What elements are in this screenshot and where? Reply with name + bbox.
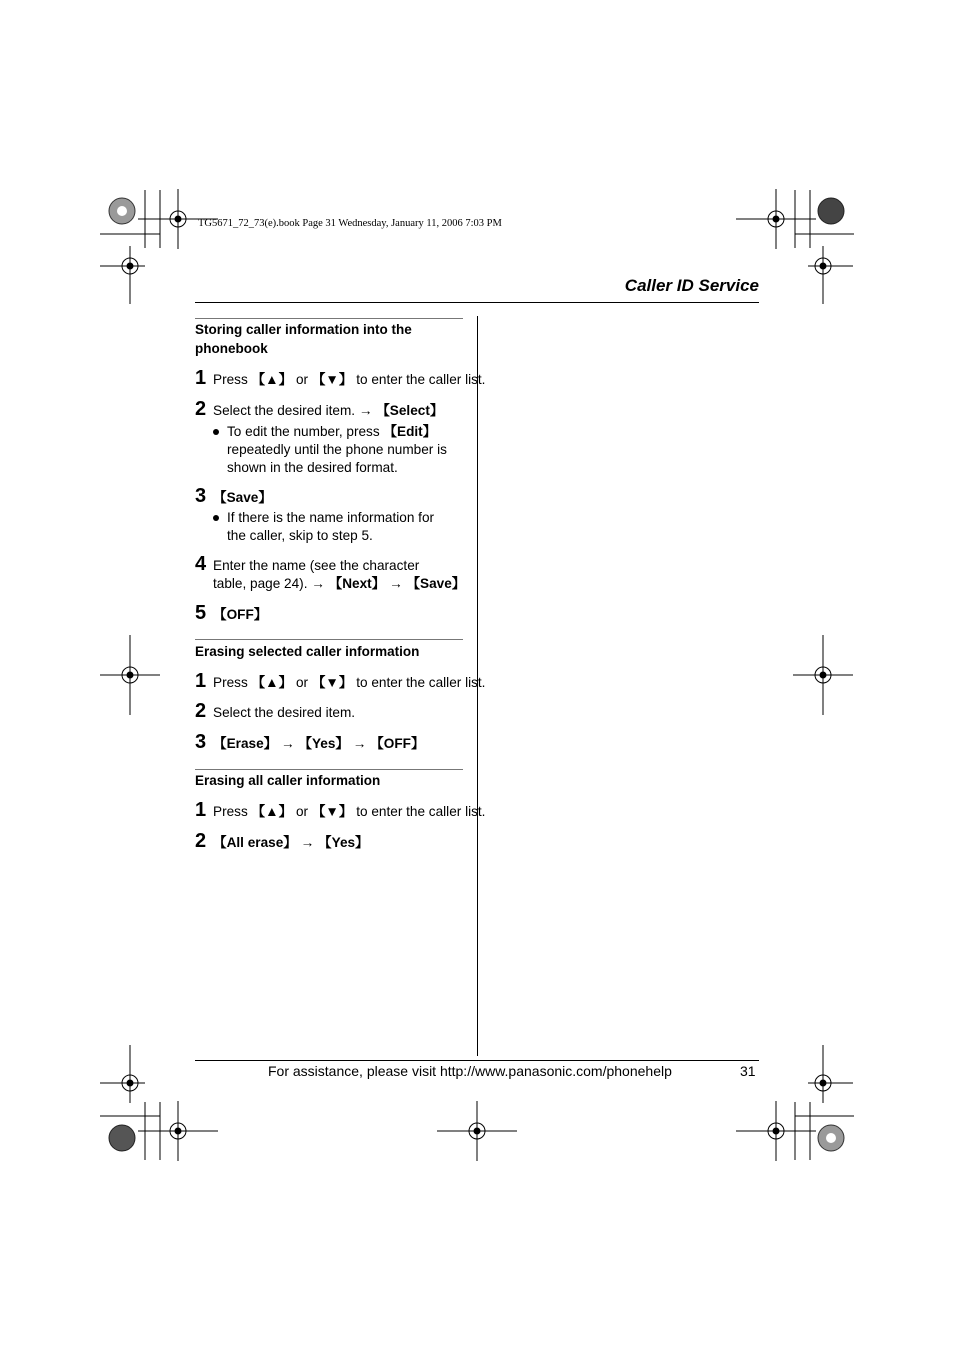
yes-key: 【Yes】	[318, 835, 369, 850]
page-number: 31	[740, 1063, 756, 1079]
step-number: 2	[195, 830, 207, 852]
text: to enter the caller list.	[352, 675, 486, 690]
step-number: 1	[195, 367, 207, 389]
save-key: 【Save】	[406, 576, 466, 591]
arrow-icon: →	[352, 736, 367, 751]
text: repeatedly until the phone number is	[227, 442, 447, 457]
down-key: 【▼】	[311, 804, 353, 819]
select-key: 【Select】	[376, 403, 444, 418]
arrow-icon: →	[281, 736, 295, 751]
heading-line: Storing caller information into the	[195, 322, 412, 337]
bullet-icon	[213, 515, 219, 521]
step-number: 5	[195, 602, 207, 624]
bullet-text	[227, 509, 467, 545]
step-number: 3	[195, 485, 207, 507]
step-text	[213, 402, 443, 420]
text: Press	[213, 804, 252, 819]
text: shown in the desired format.	[227, 460, 398, 475]
section-heading: Erasing selected caller information	[195, 644, 420, 659]
text: Press	[213, 675, 252, 690]
text: table, page 24).	[213, 576, 312, 591]
down-key: 【▼】	[311, 675, 353, 690]
step-text: Select the desired item.	[213, 705, 356, 720]
step-text	[213, 371, 485, 389]
step-number: 2	[195, 398, 207, 420]
footer-assistance-text: For assistance, please visit http://www.panasonic.com/phonehelp	[268, 1063, 672, 1079]
step-number: 2	[195, 700, 207, 722]
bullet-text	[227, 423, 467, 477]
step-number: 3	[195, 731, 207, 753]
print-header: TG5671_72_73(e).book Page 31 Wednesday, January 11, 2006 7:03 PM	[198, 218, 502, 229]
step-text	[213, 557, 465, 593]
step-text	[213, 735, 425, 753]
arrow-icon: →	[358, 403, 373, 418]
all-erase-key: 【All erase】	[213, 835, 297, 850]
bullet-icon	[213, 429, 219, 435]
save-key: 【Save】	[213, 490, 272, 505]
step-text	[213, 834, 369, 852]
text: To edit the number, press	[227, 424, 384, 439]
header-rule	[195, 302, 759, 303]
heading-line: phonebook	[195, 341, 268, 356]
text: Press	[213, 372, 252, 387]
text: If there is the name information for	[227, 510, 435, 525]
step-number: 1	[195, 799, 207, 821]
section-rule	[195, 769, 463, 770]
arrow-icon: →	[311, 576, 325, 591]
yes-key: 【Yes】	[298, 736, 350, 751]
up-key: 【▲】	[251, 372, 293, 387]
step-text	[213, 803, 485, 821]
step-number: 1	[195, 670, 207, 692]
off-key: 【OFF】	[213, 607, 268, 622]
section-title: Caller ID Service	[624, 276, 759, 295]
text: or	[292, 372, 312, 387]
next-key: 【Next】	[328, 576, 386, 591]
text: the caller, skip to step 5.	[227, 528, 373, 543]
arrow-icon: →	[300, 835, 315, 850]
section-heading: Erasing all caller information	[195, 773, 381, 788]
section-rule	[195, 318, 463, 319]
section-rule	[195, 639, 463, 640]
up-key: 【▲】	[251, 804, 293, 819]
edit-key: 【Edit】	[383, 424, 437, 439]
footer-rule	[195, 1060, 759, 1061]
up-key: 【▲】	[251, 675, 293, 690]
section-heading	[195, 320, 463, 358]
text: to enter the caller list.	[352, 804, 486, 819]
text: to enter the caller list.	[352, 372, 486, 387]
text: or	[292, 675, 312, 690]
off-key: 【OFF】	[370, 736, 425, 751]
text: Select the desired item.	[213, 403, 359, 418]
bullet-note	[213, 423, 463, 477]
down-key: 【▼】	[311, 372, 353, 387]
text: Enter the name (see the character	[213, 558, 420, 573]
step-text	[213, 674, 485, 692]
text: or	[292, 804, 312, 819]
erase-key: 【Erase】	[213, 736, 278, 751]
step-number: 4	[195, 553, 207, 575]
arrow-icon: →	[389, 576, 403, 591]
bullet-note	[213, 509, 463, 545]
